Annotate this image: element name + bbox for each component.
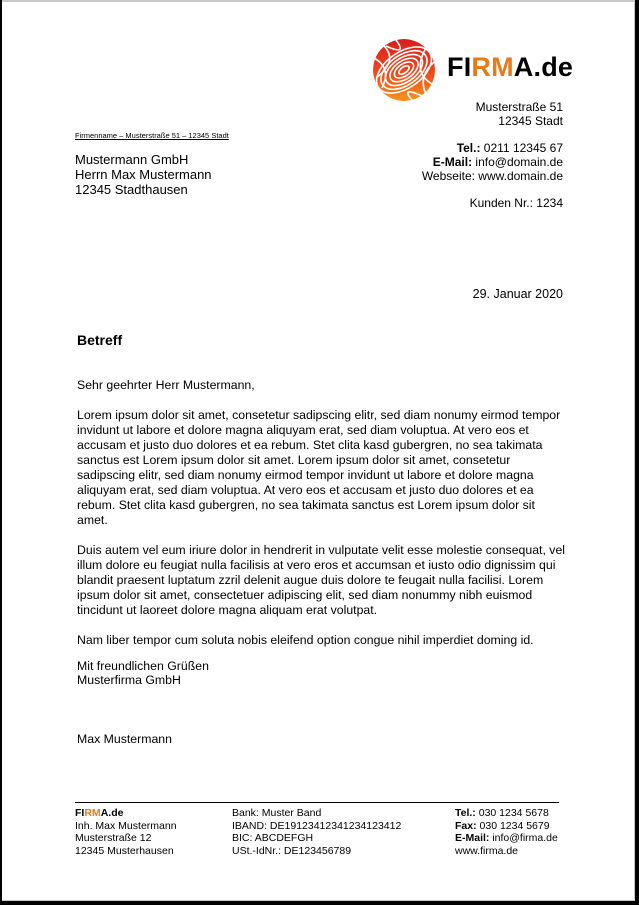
footer-divider — [75, 802, 559, 803]
sender-email: E-Mail: info@domain.de — [432, 155, 563, 169]
closing — [77, 659, 209, 687]
closing-phrase: Mit freundlichen Grüßen — [77, 659, 209, 673]
sender-website: Webseite: www.domain.de — [421, 169, 563, 183]
body-paragraph: Duis autem vel eum iriure dolor in hendrerit in vulputate velit esse molestie consequat, vel illum dolore eu feugiat nulla facilisis at vero eros et accumsan et iusto odio dignissim qui blandit praesent luptatum zzril delenit augue duis dolore te feugait nulla facilisi. Lorem ipsum dolor sit amet, consectetuer adipiscing elit, sed diam nonummy nibh euismod tincidunt ut laoreet dolore magna aliquam erat volutpat. — [77, 543, 566, 617]
brand-logo-text: FIRMA.de — [447, 52, 574, 82]
footer-bank-name: Bank: Muster Band — [232, 807, 322, 819]
footer-phone: Tel.: 030 1234 5678 — [455, 807, 549, 819]
letter-date: 29. Januar 2020 — [472, 287, 563, 301]
body-paragraph: Nam liber tempor cum soluta nobis eleifend option congue nihil imperdiet doming id. — [77, 633, 534, 647]
signer-name: Max Mustermann — [77, 732, 172, 746]
sender-address — [476, 100, 563, 128]
salutation: Sehr geehrter Herr Mustermann, — [77, 378, 255, 392]
return-address: Firmenname – Musterstraße 51 – 12345 Stadt — [75, 131, 229, 140]
footer-city: 12345 Musterhausen — [75, 844, 174, 857]
footer-email: E-Mail: info@firma.de — [455, 832, 558, 844]
footer-company — [75, 807, 177, 857]
closing-company: Musterfirma GmbH — [77, 673, 181, 687]
footer-vat-id: USt.-IdNr.: DE123456789 — [232, 844, 352, 857]
footer-website: www.firma.de — [455, 844, 519, 857]
sender-city: 12345 Stadt — [498, 114, 563, 128]
footer-owner: Inh. Max Mustermann — [75, 819, 177, 832]
recipient-city: 12345 Stadthausen — [75, 182, 188, 197]
recipient-address — [75, 152, 212, 197]
footer-contact — [455, 807, 558, 857]
footer-bank — [232, 807, 401, 857]
footer-brand: FIRMA.de — [75, 807, 124, 819]
recipient-company: Mustermann GmbH — [75, 152, 189, 167]
sender-contact — [422, 141, 563, 183]
footer-bic: BIC: ABCDEFGH — [232, 832, 314, 844]
footer-street: Musterstraße 12 — [75, 832, 152, 844]
footer-iban: IBAND: DE19123412341234123412 — [232, 819, 402, 832]
sender-phone: Tel.: 0211 12345 67 — [456, 141, 563, 155]
spiral-logo-icon — [372, 38, 436, 102]
body-paragraph: Lorem ipsum dolor sit amet, consetetur sadipscing elitr, sed diam nonumy eirmod tempor invidunt ut labore et dolore magna aliquyam erat, sed diam voluptua. At vero eos et accusam et justo duo dolores et ea rebum. Stet clita kasd gubergren, no sea takimata sanctus est Lorem ipsum dolor sit amet. Lorem ipsum dolor sit amet, consetetur sadipscing elitr, sed diam nonumy eirmod tempor invidunt ut labore et dolore magna aliquyam erat, sed diam voluptua. At vero eos et accusam et justo duo dolores et ea rebum. Stet clita kasd gubergren, no sea takimata sanctus est Lorem ipsum dolor sit amet. — [77, 408, 561, 527]
recipient-person: Herrn Max Mustermann — [75, 167, 212, 182]
footer-fax: Fax: 030 1234 5679 — [455, 819, 550, 832]
sender-street: Musterstraße 51 — [475, 100, 563, 114]
letter-page — [2, 0, 635, 901]
letter-body — [77, 378, 567, 663]
letter-subject: Betreff — [77, 332, 123, 348]
customer-number: Kunden Nr.: 1234 — [469, 196, 563, 210]
